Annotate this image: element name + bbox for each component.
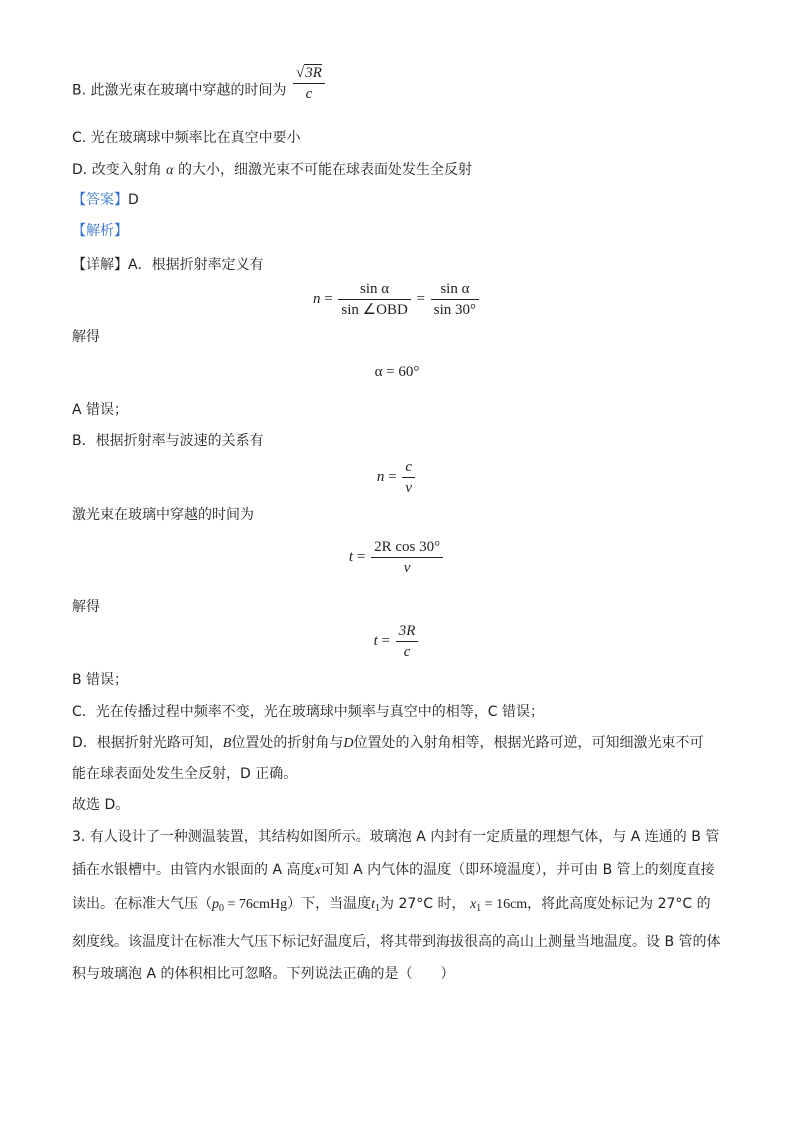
q3-line-1: 3. 有人设计了一种测温装置，其结构如图所示。玻璃泡 A 内封有一定质量的理想气体，与 A 连通的 B 管 xyxy=(72,829,720,845)
option-c-label: C. xyxy=(72,130,87,146)
option-d-text-before: 改变入射角 xyxy=(91,162,162,178)
analysis-heading xyxy=(72,221,128,241)
equals-sign: = xyxy=(381,632,390,649)
x1-expression: $x_1 = 16cm$ xyxy=(469,897,528,914)
n-symbol: n xyxy=(312,290,321,307)
solve-label-1: 解得 xyxy=(72,329,100,345)
two-r-cos30-over-v: $\frac{\text{2R cos 30°}}{v}$ xyxy=(371,538,443,577)
sqrt3r-over-c-fraction: $\frac{√3R}{c}$ xyxy=(293,64,325,103)
analysis-bracket-close: 】 xyxy=(114,223,128,239)
option-d-label: D. xyxy=(72,162,88,178)
option-d xyxy=(72,160,472,181)
q3-line-2-part-b: 可知 A 内气体的温度（即环境温度），并可由 B 管上的刻度直接 xyxy=(320,862,715,878)
equals-sign: = xyxy=(356,548,366,565)
d-line-1-part-b: 位置处的折射角与 xyxy=(231,735,344,751)
q3-line-5: 积与玻璃泡 A 的体积相比可忽略。下列说法正确的是（ ） xyxy=(72,966,455,982)
c-line: C．光在传播过程中频率不变，光在玻璃球中频率与真空中的相等，C 错误； xyxy=(72,704,544,720)
three-r-over-c: $\frac{3R}{c}$ xyxy=(396,622,419,661)
d-line-1-part-c: 位置处的入射角相等，根据光路可逆，可知细激光束不可 xyxy=(353,735,704,751)
p0-expression: $p_0$ = 76cmHg xyxy=(212,897,288,914)
detail-line xyxy=(72,255,264,275)
q3-line-3-part-d: ，将此高度处标记为 27°C 的 xyxy=(527,896,711,912)
detail-bracket-close: 】 xyxy=(114,257,128,273)
q3-line-3-part-b: ）下，当温度 xyxy=(287,896,372,912)
time-formula xyxy=(0,538,794,577)
point-b: B xyxy=(222,736,232,751)
sin-alpha-over-sin-obd: $\frac{\text{sin α}}{\text{sin ∠OBD}}$ xyxy=(338,280,410,319)
b-intro: B．根据折射率与波速的关系有 xyxy=(72,433,264,449)
q3-line-3 xyxy=(72,894,711,919)
answer-bracket-close: 】 xyxy=(114,192,128,208)
answer-value: D xyxy=(128,192,139,208)
alpha-result: α = 60° xyxy=(374,364,420,380)
answer-bracket-open: 【 xyxy=(72,192,86,208)
answer-line xyxy=(72,190,139,210)
equals-sign: = xyxy=(388,468,397,485)
solve-label-2: 解得 xyxy=(72,599,100,615)
option-d-text-after: 的大小，细激光束不可能在球表面处发生全反射 xyxy=(177,162,472,178)
equals-sign: = xyxy=(324,290,333,307)
detail-text: A．根据折射率定义有 xyxy=(128,257,264,273)
analysis-bracket-open: 【 xyxy=(72,223,86,239)
option-b xyxy=(72,65,327,103)
equals-sign: = xyxy=(416,290,426,307)
q3-line-3-part-c: 为 27°C 时， xyxy=(380,896,466,912)
option-c xyxy=(72,128,301,148)
t-symbol: t xyxy=(373,632,378,649)
q3-line-3-part-a: 读出。在标准大气压（ xyxy=(72,896,212,912)
conclusion: 故选 D。 xyxy=(72,797,130,813)
q3-line-4: 刻度线。该温度计在标准大气压下标记好温度后，将其带到海拔很高的高山上测量当地温度。设 B 管的体 xyxy=(72,934,721,950)
d-line-1-part-a: D．根据折射光路可知， xyxy=(72,735,223,751)
n-symbol: n xyxy=(376,468,385,485)
detail-bracket-open: 【 xyxy=(72,257,86,273)
alpha-symbol: α xyxy=(166,163,174,178)
point-d: D xyxy=(343,736,354,751)
answer-label: 答案 xyxy=(86,192,114,208)
d-line-1 xyxy=(72,733,703,754)
q3-line-2-part-a: 插在水银槽中。由管内水银面的 A 高度 xyxy=(72,862,315,878)
refraction-index-formula xyxy=(0,280,794,319)
q3-line-2 xyxy=(72,860,715,881)
time-result xyxy=(0,622,794,661)
t-symbol: t xyxy=(348,548,354,565)
n-equals-c-over-v xyxy=(0,458,794,497)
b-wrong: B 错误； xyxy=(72,672,129,688)
d-line-2: 能在球表面处发生全反射，D 正确。 xyxy=(72,766,298,782)
t1-symbol: $t_1$ xyxy=(371,897,380,914)
c-over-v: $\frac{c}{v}$ xyxy=(402,458,415,497)
time-intro: 激光束在玻璃中穿越的时间为 xyxy=(72,507,254,523)
option-c-text: 光在玻璃球中频率比在真空中要小 xyxy=(90,130,301,146)
option-b-text: 此激光束在玻璃中穿越的时间为 xyxy=(90,82,287,99)
detail-label: 详解 xyxy=(86,257,114,273)
a-wrong: A 错误； xyxy=(72,402,129,418)
option-b-label: B. xyxy=(72,82,87,99)
analysis-label: 解析 xyxy=(86,223,114,239)
x-symbol: x xyxy=(314,863,321,878)
sin-alpha-over-sin30: $\frac{\text{sin α}}{\sin 30^\circ}$ xyxy=(431,280,479,319)
sqrt-3r: √3R xyxy=(295,65,322,81)
